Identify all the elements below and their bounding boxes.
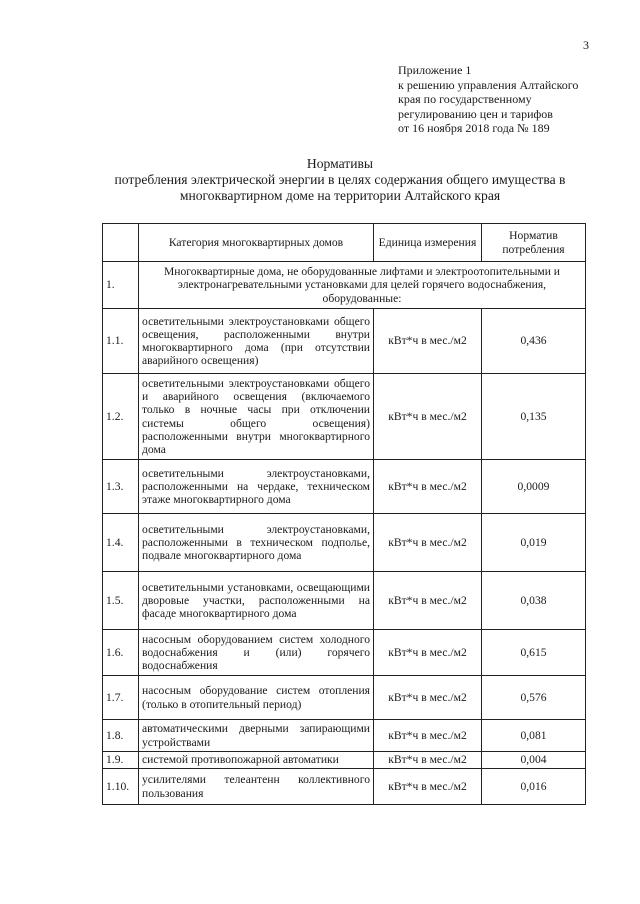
table-row: [103, 630, 586, 676]
row-unit: кВт*ч в мес./м2: [374, 514, 482, 572]
row-unit: кВт*ч в мес./м2: [374, 374, 482, 460]
row-category: автоматическими дверными запирающими устройствами: [139, 720, 374, 752]
row-number: 1.2.: [103, 374, 139, 460]
row-category: осветительными электроустановками, расположенными в техническом подполье, подвале многоквартирного дома: [139, 514, 374, 572]
table-row: [103, 460, 586, 514]
row-number: 1.9.: [103, 752, 139, 769]
row-number: 1.4.: [103, 514, 139, 572]
table-row: [103, 769, 586, 805]
row-number: 1.7.: [103, 676, 139, 720]
row-value: 0,004: [482, 752, 586, 769]
row-category: осветительными электроустановками, расположенными на чердаке, техническом этаже многоквартирного дома: [139, 460, 374, 514]
table-row: [103, 676, 586, 720]
header-category: Категория многоквартирных домов: [139, 224, 374, 262]
row-value: 0,038: [482, 572, 586, 630]
row-value: 0,081: [482, 720, 586, 752]
row-value: 0,576: [482, 676, 586, 720]
table-header-row: [103, 224, 586, 262]
table-row: [103, 374, 586, 460]
row-number: 1.: [103, 262, 139, 309]
page-number: 3: [583, 38, 589, 52]
title-line: многоквартирном доме на территории Алтайского края: [179, 188, 501, 203]
row-number: 1.8.: [103, 720, 139, 752]
appendix-line: Приложение 1: [398, 63, 472, 77]
header-unit: Единица измерения: [374, 224, 482, 262]
row-category: насосным оборудование систем отопления (только в отопительный период): [139, 676, 374, 720]
row-category: осветительными установками, освещающими дворовые участки, расположенными на фасаде многоквартирного дома: [139, 572, 374, 630]
table-row: [103, 572, 586, 630]
appendix-header: [398, 63, 618, 136]
appendix-line: к решению управления Алтайского: [398, 77, 579, 92]
title-line: потребления электрической энергии в целях содержания общего имущества в: [114, 172, 566, 187]
row-unit: кВт*ч в мес./м2: [374, 676, 482, 720]
row-unit: кВт*ч в мес./м2: [374, 309, 482, 374]
row-number: 1.1.: [103, 309, 139, 374]
header-num: [103, 224, 139, 262]
row-category: системой противопожарной автоматики: [139, 752, 374, 769]
row-unit: кВт*ч в мес./м2: [374, 720, 482, 752]
row-value: 0,016: [482, 769, 586, 805]
row-value: 0,436: [482, 309, 586, 374]
title-line: Нормативы: [306, 156, 374, 171]
row-category: осветительными электроустановками общего освещения, расположенными внутри многоквартирного дома (при отсутствии аварийного освещения): [139, 309, 374, 374]
table-body: [103, 262, 586, 805]
row-value: 0,0009: [482, 460, 586, 514]
row-value: 0,019: [482, 514, 586, 572]
row-unit: кВт*ч в мес./м2: [374, 769, 482, 805]
table-row: [103, 720, 586, 752]
norms-table: [102, 223, 586, 805]
table-row: [103, 752, 586, 769]
row-category: насосным оборудованием систем холодного водоснабжения и (или) горячего водоснабжения: [139, 630, 374, 676]
appendix-line: от 16 ноября 2018 года № 189: [398, 121, 550, 136]
document-title: [90, 156, 590, 204]
row-number: 1.3.: [103, 460, 139, 514]
group-heading: Многоквартирные дома, не оборудованные лифтами и электроотопительными и электронагревательными установками для целей горячего водоснабжения, оборудованные:: [139, 262, 586, 309]
appendix-line: края по государственному: [398, 92, 532, 107]
row-unit: кВт*ч в мес./м2: [374, 460, 482, 514]
header-value: Норматив потребления: [482, 224, 586, 262]
table-row: [103, 309, 586, 374]
row-unit: кВт*ч в мес./м2: [374, 752, 482, 769]
table-row: [103, 514, 586, 572]
group-row: [103, 262, 586, 309]
row-category: осветительными электроустановками общего и аварийного освещения (включаемого только в ночные часы при отключении системы общего освещения) расположенными внутри многоквартирного дома: [139, 374, 374, 460]
row-value: 0,615: [482, 630, 586, 676]
row-number: 1.6.: [103, 630, 139, 676]
row-number: 1.10.: [103, 769, 139, 805]
row-category: усилителями телеантенн коллективного пользования: [139, 769, 374, 805]
row-unit: кВт*ч в мес./м2: [374, 572, 482, 630]
row-number: 1.5.: [103, 572, 139, 630]
row-unit: кВт*ч в мес./м2: [374, 630, 482, 676]
appendix-line: регулированию цен и тарифов: [398, 106, 553, 121]
row-value: 0,135: [482, 374, 586, 460]
